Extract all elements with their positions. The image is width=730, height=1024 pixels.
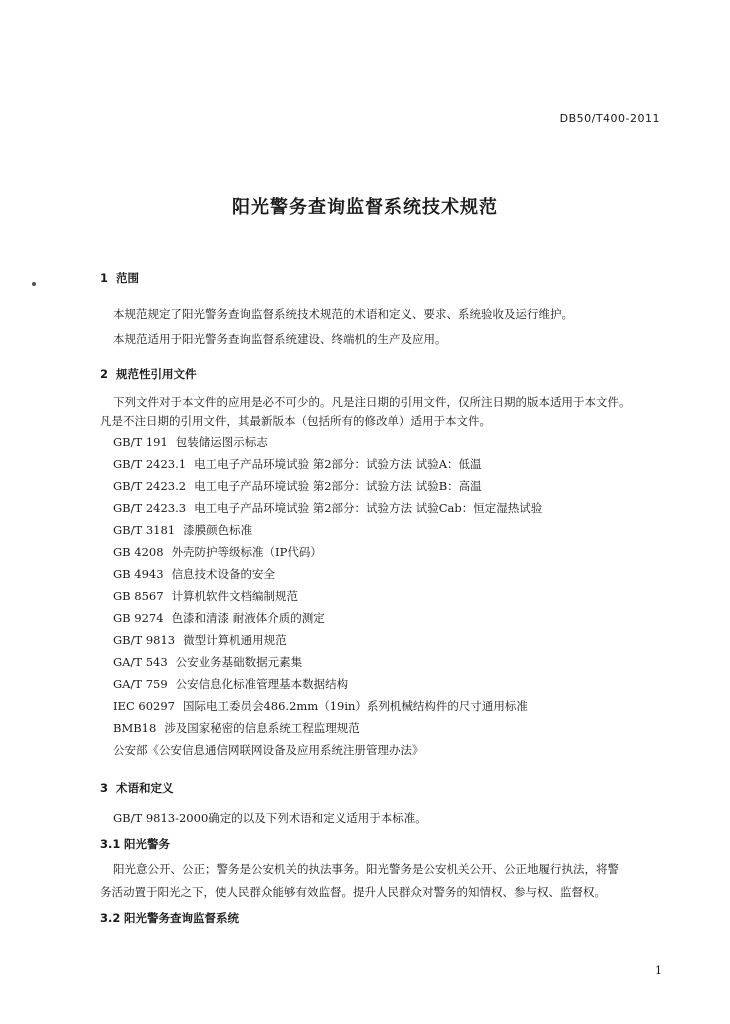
reference-item bbox=[113, 500, 542, 516]
reference-item bbox=[113, 632, 287, 648]
reference-item bbox=[113, 478, 482, 494]
section-title: 术语和定义 bbox=[116, 781, 174, 795]
reference-code: 公安部 bbox=[113, 743, 148, 757]
reference-title: 电工电子产品环境试验 第2部分：试验方法 试验Cab：恒定湿热试验 bbox=[194, 501, 543, 515]
section-2-heading bbox=[100, 366, 197, 382]
reference-code: GB/T 191 bbox=[113, 435, 168, 449]
reference-item bbox=[113, 588, 298, 604]
paragraph: 本规范规定了阳光警务查询监督系统技术规范的术语和定义、要求、系统验收及运行维护。 bbox=[113, 307, 573, 321]
section-number: 3 bbox=[100, 781, 109, 795]
section-title: 阳光警务 bbox=[124, 837, 170, 851]
reference-code: GB/T 2423.1 bbox=[113, 457, 187, 471]
section-title: 阳光警务查询监督系统 bbox=[124, 911, 239, 925]
section-3-heading bbox=[100, 780, 174, 796]
section-number: 3.2 bbox=[100, 911, 121, 925]
reference-title: 《公安信息通信网联网设备及应用系统注册管理办法》 bbox=[147, 743, 424, 757]
reference-title: 公安业务基础数据元素集 bbox=[175, 655, 303, 669]
reference-title: 色漆和清漆 耐液体介质的测定 bbox=[171, 611, 325, 625]
section-1-heading bbox=[100, 270, 139, 286]
reference-code: IEC 60297 bbox=[113, 699, 175, 713]
reference-item bbox=[113, 654, 302, 670]
reference-title: 包装储运图示标志 bbox=[175, 435, 268, 449]
reference-code: GB 8567 bbox=[113, 589, 164, 603]
reference-item bbox=[113, 522, 252, 538]
subsection-3-1-heading bbox=[100, 836, 170, 852]
reference-title: 外壳防护等级标准（IP代码） bbox=[171, 545, 322, 559]
reference-title: 电工电子产品环境试验 第2部分：试验方法 试验A：低温 bbox=[194, 457, 482, 471]
reference-code: GB/T 9813 bbox=[113, 633, 176, 647]
page-number: 1 bbox=[655, 964, 662, 977]
reference-item bbox=[113, 742, 424, 758]
paragraph: GB/T 9813-2000确定的以及下列术语和定义适用于本标准。 bbox=[113, 811, 427, 825]
reference-item bbox=[113, 434, 268, 450]
paragraph: 下列文件对于本文件的应用是必不可少的。凡是注日期的引用文件，仅所注日期的版本适用于本文件。 bbox=[113, 395, 631, 409]
reference-code: GA/T 543 bbox=[113, 655, 168, 669]
paragraph: 凡是不注日期的引用文件，其最新版本（包括所有的修改单）适用于本文件。 bbox=[100, 414, 491, 428]
reference-code: GB 9274 bbox=[113, 611, 164, 625]
reference-code: GB 4943 bbox=[113, 567, 164, 581]
document-title: 阳光警务查询监督系统技术规范 bbox=[232, 197, 498, 218]
reference-title: 涉及国家秘密的信息系统工程监理规范 bbox=[164, 721, 360, 735]
subsection-3-2-heading bbox=[100, 910, 239, 926]
reference-code: BMB18 bbox=[113, 721, 157, 735]
reference-item bbox=[113, 456, 482, 472]
reference-code: GB/T 3181 bbox=[113, 523, 176, 537]
reference-code: GB 4208 bbox=[113, 545, 164, 559]
reference-title: 漆膜颜色标准 bbox=[183, 523, 253, 537]
reference-item bbox=[113, 676, 348, 692]
reference-title: 电工电子产品环境试验 第2部分：试验方法 试验B：高温 bbox=[194, 479, 482, 493]
reference-title: 计算机软件文档编制规范 bbox=[171, 589, 299, 603]
paragraph: 本规范适用于阳光警务查询监督系统建设、终端机的生产及应用。 bbox=[113, 332, 447, 346]
reference-title: 公安信息化标准管理基本数据结构 bbox=[175, 677, 349, 691]
paragraph: 务活动置于阳光之下，使人民群众能够有效监督。提升人民群众对警务的知情权、参与权、监督权。 bbox=[100, 885, 606, 899]
paragraph: 阳光意公开、公正；警务是公安机关的执法事务。阳光警务是公安机关公开、公正地履行执法，将警 bbox=[113, 862, 619, 876]
scan-margin-dot bbox=[32, 282, 36, 286]
reference-code: GA/T 759 bbox=[113, 677, 168, 691]
reference-item bbox=[113, 698, 528, 714]
reference-item bbox=[113, 566, 275, 582]
document-code: DB50/T400-2011 bbox=[559, 112, 660, 125]
section-title: 规范性引用文件 bbox=[116, 367, 197, 381]
reference-item bbox=[113, 720, 360, 736]
reference-title: 微型计算机通用规范 bbox=[183, 633, 287, 647]
reference-title: 国际电工委员会486.2mm（19in）系列机械结构件的尺寸通用标准 bbox=[182, 699, 528, 713]
reference-code: GB/T 2423.3 bbox=[113, 501, 187, 515]
section-title: 范围 bbox=[116, 271, 139, 285]
section-number: 1 bbox=[100, 271, 109, 285]
reference-item bbox=[113, 610, 325, 626]
section-number: 2 bbox=[100, 367, 109, 381]
reference-code: GB/T 2423.2 bbox=[113, 479, 187, 493]
reference-item bbox=[113, 544, 322, 560]
reference-title: 信息技术设备的安全 bbox=[171, 567, 276, 581]
section-number: 3.1 bbox=[100, 837, 121, 851]
